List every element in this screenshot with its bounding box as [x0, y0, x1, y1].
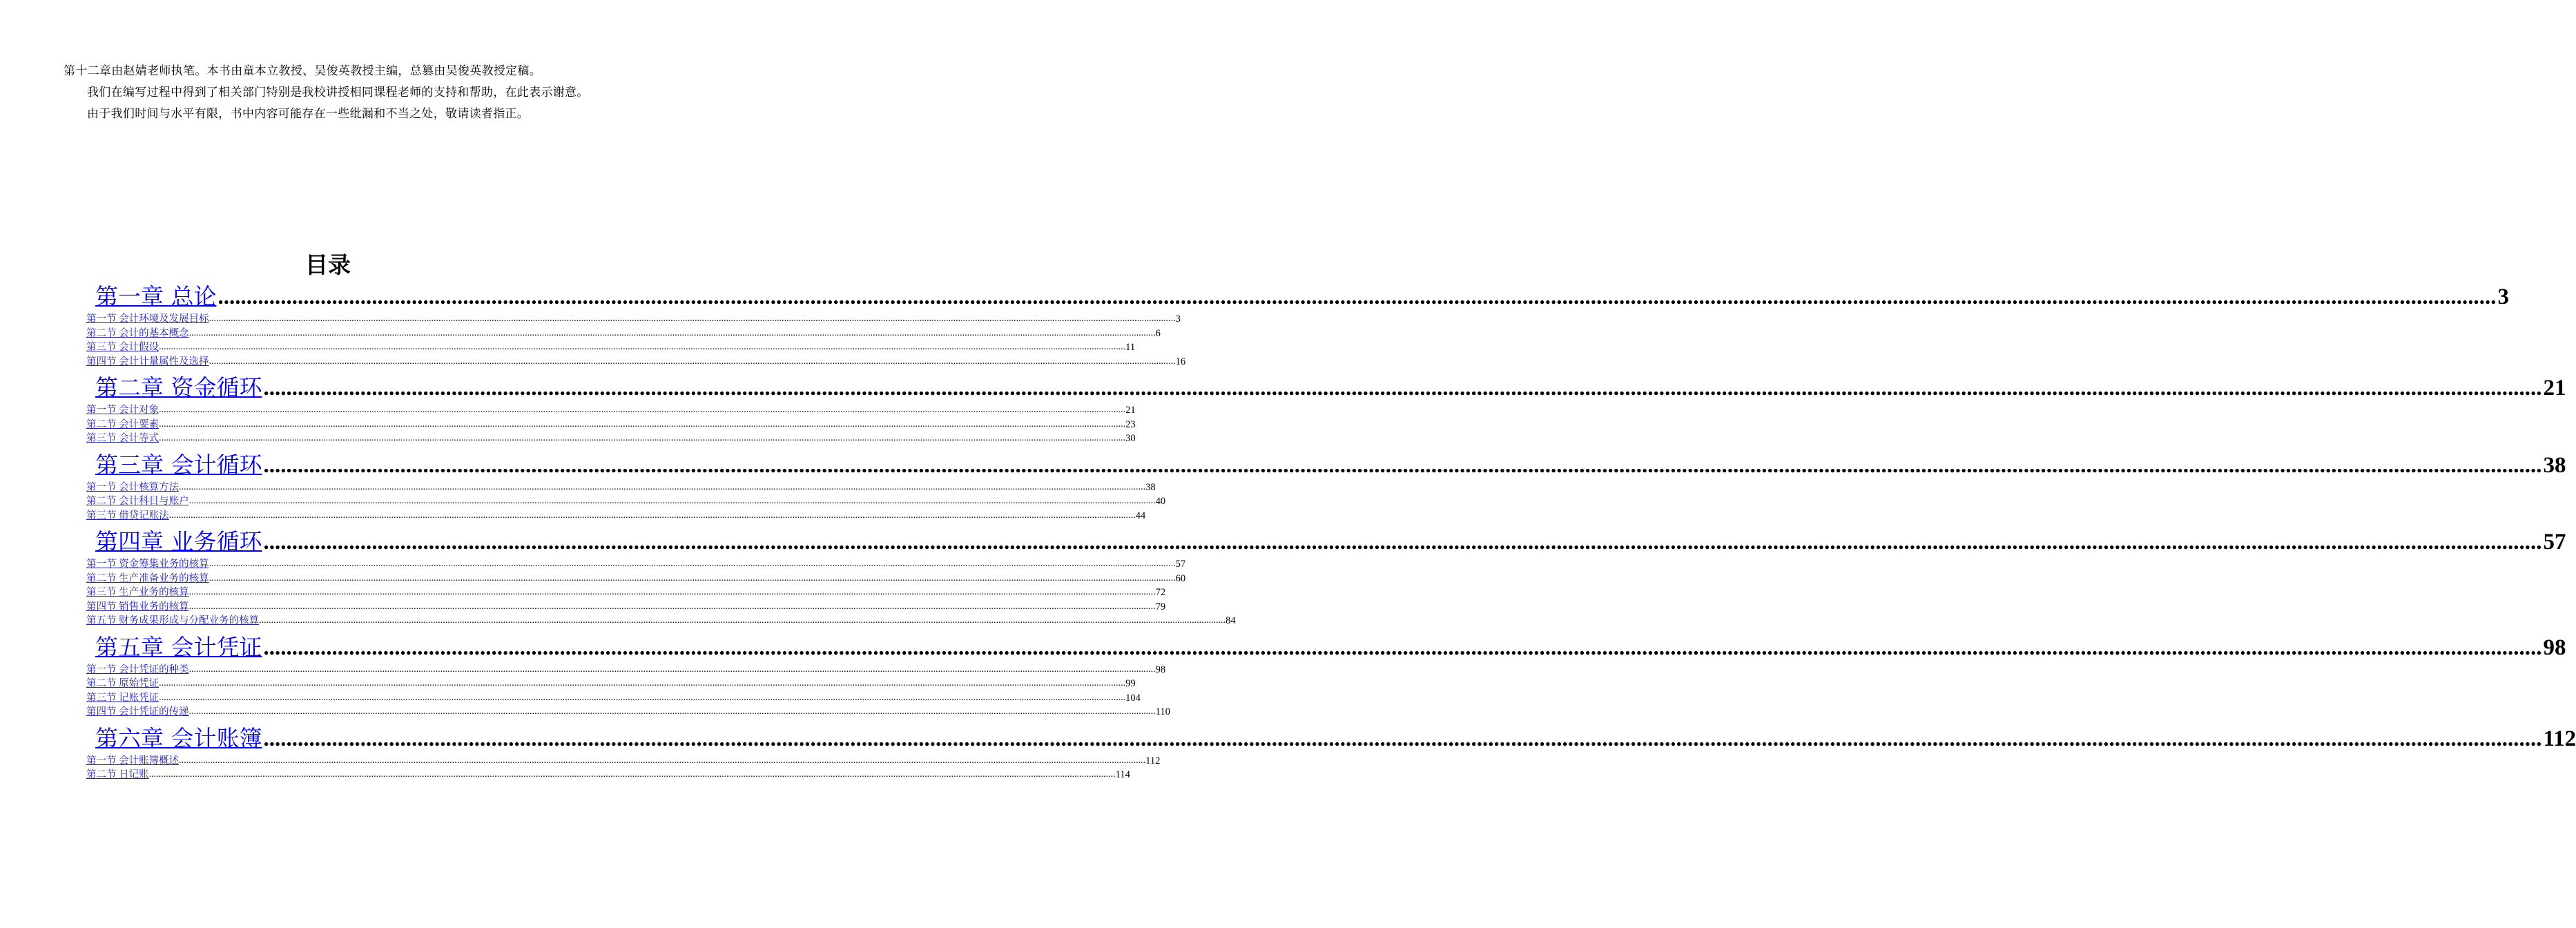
- toc-chapter-link[interactable]: 第一章 总论: [95, 283, 217, 310]
- toc-section-link[interactable]: 第一节 资金筹集业务的核算: [86, 559, 209, 570]
- toc-section-entry: [0, 572, 1186, 586]
- toc-dot-leader: ................................................................................................................................................................................................................................................................................................................................................................................................................: [188, 706, 1156, 717]
- toc-dot-leader: ................................................................................................................................................................................................................................................................................................................................................................................................................: [188, 664, 1156, 675]
- toc-section-link[interactable]: 第四节 销售业务的核算: [86, 601, 189, 612]
- preface-paragraph: 我们在编写过程中得到了相关部门特别是我校讲授相同课程老师的支持和帮助，在此表示谢意。: [87, 86, 589, 99]
- toc-section-page-number: 23: [1125, 418, 1136, 430]
- toc-chapter-link[interactable]: 第六章 会计账簿: [95, 724, 262, 752]
- toc-section-row: [86, 494, 1166, 508]
- toc-dot-leader: ................................................................................................................................................................................................................................................................................................................................................................................................................: [209, 572, 1176, 583]
- toc-section-page-number: 112: [1145, 755, 1161, 766]
- toc-section-link[interactable]: 第二节 会计要素: [86, 418, 159, 430]
- toc-section-link[interactable]: 第四节 会计凭证的传递: [86, 706, 189, 717]
- toc-section-row: [86, 705, 1170, 719]
- toc-chapter-entry: [0, 278, 2509, 312]
- toc-dot-leader: ................................................................................................................................................................................................................................................................................................................................................................................................................: [259, 615, 1226, 626]
- toc-section-row: [86, 586, 1166, 599]
- toc-dot-leader: ................................................................................................................................................................................................................................................................................................................................................................................................................: [263, 635, 2542, 660]
- toc-chapter-row: [95, 447, 2566, 481]
- toc-section-row: [86, 481, 1156, 494]
- toc-section-entry: [0, 432, 1136, 446]
- toc-chapter-link[interactable]: 第四章 业务循环: [95, 528, 262, 555]
- toc-dot-leader: ................................................................................................................................................................................................................................................................................................................................................................................................................: [159, 433, 1126, 443]
- toc-section-page-number: 104: [1125, 692, 1141, 704]
- toc-section-link[interactable]: 第二节 生产准备业务的核算: [86, 572, 209, 584]
- toc-dot-leader: ................................................................................................................................................................................................................................................................................................................................................................................................................: [179, 481, 1146, 492]
- toc-chapter-page-number: 98: [2543, 635, 2566, 660]
- toc-section-entry: [0, 557, 1186, 572]
- toc-section-page-number: 16: [1175, 356, 1186, 367]
- toc-section-page-number: 57: [1175, 559, 1186, 570]
- toc-section-entry: [0, 312, 1181, 327]
- table-of-contents: [0, 278, 2576, 782]
- toc-section-page-number: 99: [1125, 678, 1136, 689]
- toc-chapter-entry: [0, 523, 2566, 557]
- toc-section-row: [86, 600, 1166, 614]
- toc-section-link[interactable]: 第二节 会计科目与账户: [86, 496, 189, 507]
- toc-section-entry: [0, 494, 1166, 509]
- toc-section-link[interactable]: 第三节 生产业务的核算: [86, 587, 189, 598]
- toc-section-entry: [0, 418, 1136, 432]
- toc-chapter-page-number: 112: [2543, 726, 2576, 751]
- toc-section-entry: [0, 705, 1170, 719]
- toc-section-page-number: 6: [1155, 327, 1161, 339]
- toc-section-entry: [0, 355, 1186, 369]
- toc-section-row: [86, 754, 1161, 768]
- toc-dot-leader: ................................................................................................................................................................................................................................................................................................................................................................................................................: [159, 405, 1126, 415]
- toc-section-entry: [0, 754, 1161, 768]
- toc-section-page-number: 79: [1155, 601, 1166, 612]
- toc-section-row: [86, 557, 1186, 571]
- toc-chapter-row: [95, 524, 2566, 557]
- toc-chapter-page-number: 21: [2543, 376, 2566, 400]
- toc-chapter-page-number: 38: [2543, 452, 2566, 478]
- toc-section-row: [86, 768, 1130, 782]
- toc-section-row: [86, 614, 1236, 628]
- toc-chapter-row: [95, 370, 2566, 403]
- toc-section-row: [86, 312, 1181, 326]
- toc-section-link[interactable]: 第四节 会计计量属性及选择: [86, 356, 209, 367]
- toc-dot-leader: ................................................................................................................................................................................................................................................................................................................................................................................................................: [168, 510, 1136, 521]
- toc-dot-leader: ................................................................................................................................................................................................................................................................................................................................................................................................................: [209, 559, 1176, 569]
- toc-section-page-number: 98: [1155, 664, 1166, 675]
- toc-section-page-number: 84: [1226, 615, 1236, 626]
- toc-section-entry: [0, 614, 1236, 628]
- toc-section-link[interactable]: 第一节 会计环境及发展目标: [86, 313, 209, 325]
- toc-section-page-number: 40: [1155, 496, 1166, 507]
- toc-chapter-link[interactable]: 第二章 资金循环: [95, 374, 262, 401]
- preface-paragraph: 第十二章由赵婧老师执笔。本书由童本立教授、吴俊英教授主编，总篡由吴俊英教授定稿。: [64, 64, 541, 78]
- toc-chapter-row: [95, 630, 2566, 663]
- toc-dot-leader: ................................................................................................................................................................................................................................................................................................................................................................................................................: [188, 587, 1156, 597]
- toc-section-link[interactable]: 第一节 会计凭证的种类: [86, 664, 189, 675]
- toc-dot-leader: ................................................................................................................................................................................................................................................................................................................................................................................................................: [263, 530, 2542, 554]
- toc-chapter-entry: [0, 719, 2576, 754]
- toc-dot-leader: ................................................................................................................................................................................................................................................................................................................................................................................................................: [263, 376, 2542, 400]
- toc-chapter-page-number: 57: [2543, 530, 2566, 554]
- toc-section-link[interactable]: 第三节 会计等式: [86, 433, 159, 444]
- toc-dot-leader: ................................................................................................................................................................................................................................................................................................................................................................................................................: [159, 692, 1126, 703]
- toc-section-page-number: 114: [1115, 769, 1130, 780]
- toc-section-page-number: 3: [1175, 313, 1181, 325]
- toc-title: 目录: [305, 251, 351, 278]
- toc-section-entry: [0, 691, 1141, 706]
- toc-section-row: [86, 677, 1136, 690]
- preface-paragraph: 由于我们时间与水平有限，书中内容可能存在一些纰漏和不当之处，敬请读者指正。: [87, 107, 530, 121]
- toc-section-entry: [0, 600, 1166, 615]
- toc-section-row: [86, 663, 1166, 677]
- toc-section-link[interactable]: 第三节 记账凭证: [86, 692, 159, 704]
- toc-section-page-number: 72: [1155, 587, 1166, 598]
- toc-chapter-entry: [0, 446, 2566, 481]
- toc-dot-leader: ................................................................................................................................................................................................................................................................................................................................................................................................................: [209, 356, 1176, 367]
- toc-section-page-number: 21: [1125, 405, 1136, 416]
- toc-dot-leader: ................................................................................................................................................................................................................................................................................................................................................................................................................: [217, 284, 2497, 309]
- toc-section-row: [86, 691, 1141, 705]
- toc-chapter-entry: [0, 369, 2566, 403]
- toc-section-row: [86, 432, 1136, 445]
- toc-section-entry: [0, 481, 1156, 495]
- toc-section-row: [86, 340, 1136, 354]
- toc-section-link[interactable]: 第二节 会计的基本概念: [86, 327, 189, 339]
- toc-section-link[interactable]: 第一节 会计核算方法: [86, 481, 180, 493]
- toc-section-entry: [0, 340, 1136, 355]
- toc-section-link[interactable]: 第三节 借贷记账法: [86, 510, 169, 521]
- toc-section-link[interactable]: 第一节 会计对象: [86, 405, 159, 416]
- toc-section-row: [86, 509, 1146, 523]
- toc-dot-leader: ................................................................................................................................................................................................................................................................................................................................................................................................................: [159, 342, 1126, 352]
- preface-text: [64, 61, 595, 125]
- toc-chapter-link[interactable]: 第三章 会计循环: [95, 451, 262, 478]
- toc-section-link[interactable]: 第三节 会计假设: [86, 342, 159, 353]
- toc-section-page-number: 110: [1155, 706, 1170, 717]
- toc-dot-leader: ................................................................................................................................................................................................................................................................................................................................................................................................................: [263, 726, 2542, 751]
- toc-section-entry: [0, 586, 1166, 600]
- toc-section-entry: [0, 768, 1130, 782]
- toc-section-entry: [0, 327, 1161, 341]
- toc-section-link[interactable]: 第二节 日记账: [86, 769, 149, 780]
- toc-chapter-row: [95, 721, 2576, 754]
- toc-dot-leader: ................................................................................................................................................................................................................................................................................................................................................................................................................: [148, 769, 1116, 780]
- toc-dot-leader: ................................................................................................................................................................................................................................................................................................................................................................................................................: [188, 496, 1156, 506]
- toc-dot-leader: ................................................................................................................................................................................................................................................................................................................................................................................................................: [188, 327, 1156, 338]
- toc-dot-leader: ................................................................................................................................................................................................................................................................................................................................................................................................................: [188, 601, 1156, 612]
- toc-chapter-entry: [0, 628, 2566, 663]
- toc-chapter-page-number: 3: [2497, 284, 2509, 309]
- toc-section-row: [86, 403, 1136, 417]
- toc-section-link[interactable]: 第二节 原始凭证: [86, 678, 159, 689]
- toc-dot-leader: ................................................................................................................................................................................................................................................................................................................................................................................................................: [263, 452, 2542, 478]
- toc-chapter-row: [95, 279, 2509, 312]
- toc-section-link[interactable]: 第一节 会计账簿概述: [86, 755, 180, 766]
- toc-section-link[interactable]: 第五节 财务成果形成与分配业务的核算: [86, 615, 260, 626]
- toc-section-entry: [0, 663, 1166, 677]
- toc-section-page-number: 38: [1145, 481, 1156, 493]
- toc-section-entry: [0, 509, 1146, 523]
- toc-section-page-number: 44: [1135, 510, 1146, 521]
- toc-section-page-number: 60: [1175, 572, 1186, 584]
- toc-dot-leader: ................................................................................................................................................................................................................................................................................................................................................................................................................: [209, 313, 1176, 324]
- toc-section-row: [86, 327, 1161, 340]
- toc-section-row: [86, 572, 1186, 586]
- toc-dot-leader: ................................................................................................................................................................................................................................................................................................................................................................................................................: [179, 755, 1146, 766]
- toc-section-row: [86, 355, 1186, 369]
- toc-dot-leader: ................................................................................................................................................................................................................................................................................................................................................................................................................: [159, 678, 1126, 688]
- toc-section-entry: [0, 403, 1136, 418]
- toc-section-entry: [0, 677, 1136, 691]
- toc-dot-leader: ................................................................................................................................................................................................................................................................................................................................................................................................................: [159, 418, 1126, 429]
- toc-section-page-number: 30: [1125, 433, 1136, 444]
- toc-chapter-link[interactable]: 第五章 会计凭证: [95, 633, 262, 661]
- toc-section-row: [86, 418, 1136, 432]
- toc-section-page-number: 11: [1125, 342, 1136, 353]
